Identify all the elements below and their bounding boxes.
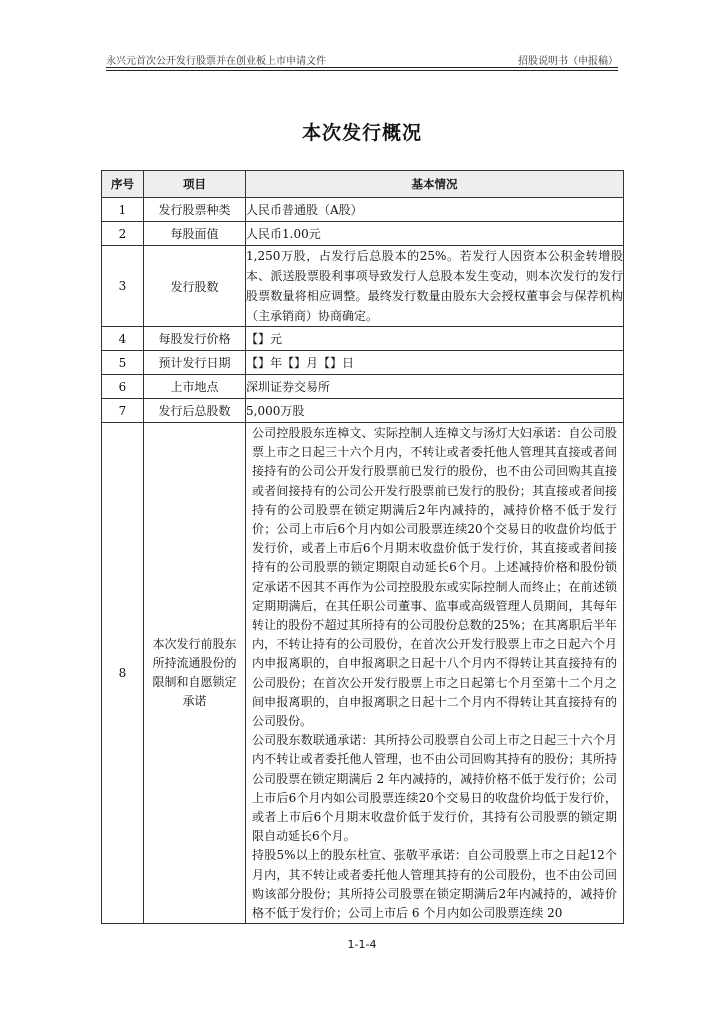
table-row [102, 222, 624, 246]
header-document-title: 永兴元首次公开发行股票并在创业板上市申请文件 [106, 56, 326, 67]
table-row [102, 246, 624, 327]
row-number: 3 [102, 246, 144, 327]
row-item: 每股面值 [144, 222, 246, 246]
table-header-row [102, 171, 624, 198]
table-row [102, 399, 624, 423]
column-header-item: 项目 [144, 171, 246, 198]
row-number: 6 [102, 375, 144, 399]
commitment-major-shareholders: 持股5%以上的股东杜宣、张敬平承诺：自公司股票上市之日起12个月内，其不转让或者委托他人管理其持有的公司股份，也不由公司回购该部分股份；其所持公司股票在锁定期满后2年内减持的，减持价格不低于发行价；公司上市后 6 个月内如公司股票连续 20 [252, 848, 617, 921]
row-value: 1,250万股，占发行后总股本的25%。若发行人因资本公积金转增股本、派送股票股利事项导致发行人总股本发生变动，则本次发行的发行股票数量将相应调整。最终发行数量由股东大会授权董事会与保荐机构（主承销商）协商确定。 [246, 246, 624, 327]
header-rule-thin [106, 70, 618, 71]
row-item: 发行股数 [144, 246, 246, 327]
commitment-shareholder-shulian: 公司股东数联通承诺：其所持公司股票自公司上市之日起三十六个月内不转让或者委托他人管理，也不由公司回购其持有的股份；其所持公司股票在锁定期满后 2 年内减持的，减持价格不低于发行价；公司上市后6个月内如公司股票连续20个交易日的收盘价均低于发行价，或者上市后6个月期末收盘价低于发行价，其持有公司股票的锁定期限自动延长6个月。 [252, 733, 617, 844]
table-row [102, 375, 624, 399]
page-number: 1-1-4 [347, 938, 377, 951]
row-item: 发行股票种类 [144, 198, 246, 222]
issuance-overview-table [101, 170, 624, 924]
row-number: 7 [102, 399, 144, 423]
table-row-lockup-commitments [102, 423, 624, 924]
table-row [102, 327, 624, 351]
row-item: 预计发行日期 [144, 351, 246, 375]
commitment-controlling-shareholder: 公司控股股东连樟文、实际控制人连樟文与汤灯大妇承诺：自公司股票上市之日起三十六个月内，不转让或者委托他人管理其直接或者间接持有的公司公开发行股票前已发行的股份，也不由公司回购其直接或者间接持有的公司公开发行股票前已发行的股份；其直接或者间接持有的公司股票在锁定期满后2年内减持的，减持价格不低于发行价；公司上市后6个月内如公司股票连续20个交易日的收盘价均低于发行价，或者上市后6个月期末收盘价低于发行价，其直接或者间接持有的公司股票的锁定期限自动延长6个月。上述减持价格和股份锁定承诺不因其不再作为公司控股股东或实际控制人而终止；在前述锁定期期满后，在其任职公司董事、监事或高级管理人员期间，其每年转让的股份不超过其所持有的公司股份总数的25%；在其离职后半年内，不转让持有的公司股份，在首次公开发行股票上市之日起六个月内申报离职的，自申报离职之日起十八个月内不得转让其直接持有的公司股份；在首次公开发行股票上市之日起第七个月至第十二个月之间申报离职的，自申报离职之日起十二个月内不得转让其直接持有的公司股份。 [252, 426, 617, 729]
table-row [102, 198, 624, 222]
row-value [246, 423, 624, 924]
row-number: 4 [102, 327, 144, 351]
row-number: 1 [102, 198, 144, 222]
row-item: 每股发行价格 [144, 327, 246, 351]
row-item: 发行后总股数 [144, 399, 246, 423]
header-document-type: 招股说明书（申报稿） [518, 56, 618, 67]
row-value: 人民币普通股（A股） [246, 198, 624, 222]
row-number: 5 [102, 351, 144, 375]
row-value: 【】元 [246, 327, 624, 351]
table-row [102, 351, 624, 375]
row-value: 5,000万股 [246, 399, 624, 423]
column-header-details: 基本情况 [246, 171, 624, 198]
row-number: 8 [102, 423, 144, 924]
column-header-no: 序号 [102, 171, 144, 198]
row-item: 本次发行前股东所持流通股份的限制和自愿锁定承诺 [144, 423, 246, 924]
row-value: 人民币1.00元 [246, 222, 624, 246]
row-value: 深圳证券交易所 [246, 375, 624, 399]
row-item: 上市地点 [144, 375, 246, 399]
row-value: 【】年【】月【】日 [246, 351, 624, 375]
header-rule-thick [106, 67, 618, 68]
page-title: 本次发行概况 [301, 122, 422, 144]
row-number: 2 [102, 222, 144, 246]
